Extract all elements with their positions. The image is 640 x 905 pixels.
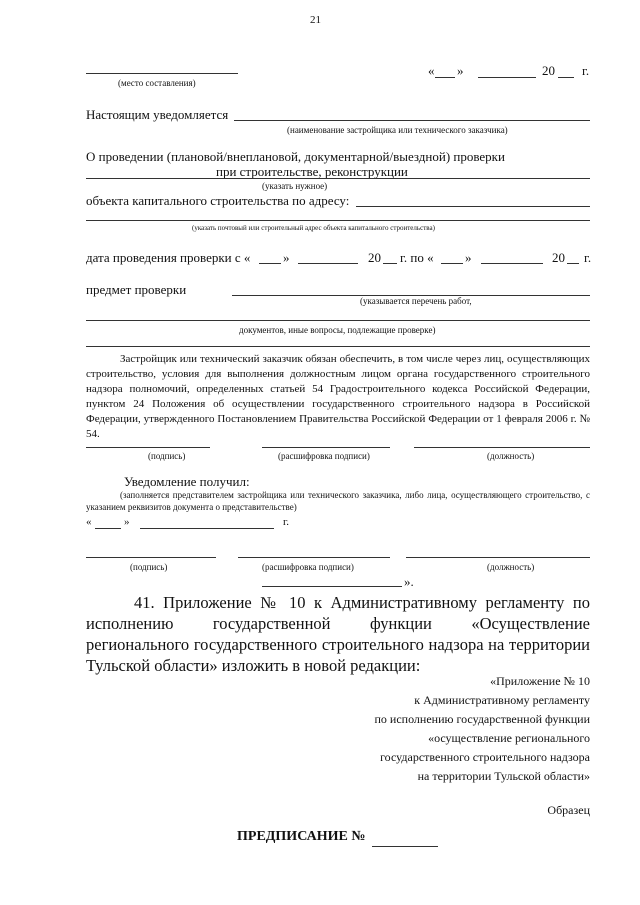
decoding-caption-2: (расшифровка подписи) [262, 562, 354, 572]
sample-label: Образец [547, 803, 590, 817]
closing-mark: ». [404, 574, 414, 589]
date-to-month-line [481, 263, 543, 264]
during-text: при строительстве, реконструкции [216, 164, 408, 179]
date-close-quote: » [457, 63, 464, 78]
date-month-line [478, 77, 536, 78]
subject-label: предмет проверки [86, 282, 187, 297]
date-from-day-line [259, 263, 281, 264]
date-year-suffix: г. [582, 63, 590, 78]
subject-line-3 [86, 346, 590, 347]
specify-caption: (указать нужное) [262, 181, 328, 191]
notified-caption: (наименование застройщика или технического заказчика) [287, 125, 508, 135]
page-number: 21 [310, 14, 321, 26]
year-to-line [567, 263, 579, 264]
date-year-prefix: 20 [542, 63, 555, 78]
received-year-suffix: г. [283, 516, 290, 528]
obligation-text: Застройщик или технический заказчик обязан обеспечить, в том числе через лиц, осуществляющих строительство, условия для выполнения должностным лицом органа государственного строительного надзора полномочий, определенных статьей 54 Градостроительного кодекса Российской Федерации, пунктом 24 Положения об осуществлении государственного строительного надзора в Российской Федерации, утвержденного Постановлением Правительства Российской Федерации от 1 февраля 2006 г. № 54. [86, 353, 590, 440]
received-open-quote: « [86, 516, 92, 528]
received-day-line [95, 528, 121, 529]
date-year-line [558, 77, 574, 78]
object-address-label: объекта капитального строительства по адресу: [86, 193, 350, 208]
position-caption-2: (должность) [487, 562, 535, 572]
appendix-line-6: на территории Тульской области» [417, 769, 590, 783]
address-caption: (указать почтовый или строительный адрес объекта капитального строительства) [192, 224, 435, 232]
date-from-close-quote: » [283, 250, 290, 265]
signature-line-1 [86, 447, 210, 448]
position-caption-1: (должность) [487, 451, 535, 461]
appendix-line-2: к Административному регламенту [414, 693, 590, 707]
date-to-close-quote: » [465, 250, 472, 265]
closing-line [262, 586, 402, 587]
year-from-suffix: г. по « [400, 250, 434, 265]
signature-caption-2: (подпись) [130, 562, 168, 572]
order-title: ПРЕДПИСАНИЕ № [237, 829, 366, 844]
place-caption: (место составления) [118, 78, 196, 88]
appendix-line-1: «Приложение № 10 [490, 674, 590, 688]
received-close-quote: » [124, 516, 130, 528]
signature-caption-1: (подпись) [148, 451, 186, 461]
appendix-line-4: «осуществление регионального [428, 731, 590, 745]
year-from: 20 [368, 250, 381, 265]
received-title: Уведомление получил: [124, 474, 250, 489]
about-inspection: О проведении (плановой/внеплановой, документарной/выездной) проверки [86, 149, 505, 164]
date-to-day-line [441, 263, 463, 264]
notified-line [234, 120, 590, 121]
amendment-text: 41. Приложение № 10 к Административному регламенту по исполнению государственной функции «Осуществление регионального государственного строительного надзора на территории Тульской области» изложить в новой редакции: [86, 593, 590, 675]
year-to-suffix: г. [584, 250, 592, 265]
appendix-line-3: по исполнению государственной функции [374, 712, 590, 726]
date-from-month-line [298, 263, 358, 264]
position-line-1 [414, 447, 590, 448]
place-line [86, 73, 238, 74]
date-range-label: дата проведения проверки с « [86, 250, 251, 265]
documents-caption: документов, иные вопросы, подлежащие проверке) [239, 325, 436, 335]
received-caption: (заполняется представителем застройщика или технического заказчика, либо лица, осуществляющего строительство, с указанием реквизитов документа о представительстве) [86, 490, 590, 512]
subject-line-2 [86, 320, 590, 321]
subject-caption: (указывается перечень работ, [360, 296, 472, 306]
address-line-2 [86, 220, 590, 221]
decoding-caption-1: (расшифровка подписи) [278, 451, 370, 461]
decoding-line-2 [238, 557, 390, 558]
received-month-line [140, 528, 274, 529]
decoding-line-1 [262, 447, 390, 448]
year-to: 20 [552, 250, 565, 265]
date-open-quote: « [428, 63, 435, 78]
year-from-line [383, 263, 397, 264]
address-line-1 [356, 206, 590, 207]
notified-label: Настоящим уведомляется [86, 107, 229, 122]
signature-line-2 [86, 557, 216, 558]
order-number-line [372, 846, 438, 847]
during-line [86, 178, 590, 179]
position-line-2 [406, 557, 590, 558]
appendix-line-5: государственного строительного надзора [380, 750, 590, 764]
date-day-line [435, 77, 455, 78]
